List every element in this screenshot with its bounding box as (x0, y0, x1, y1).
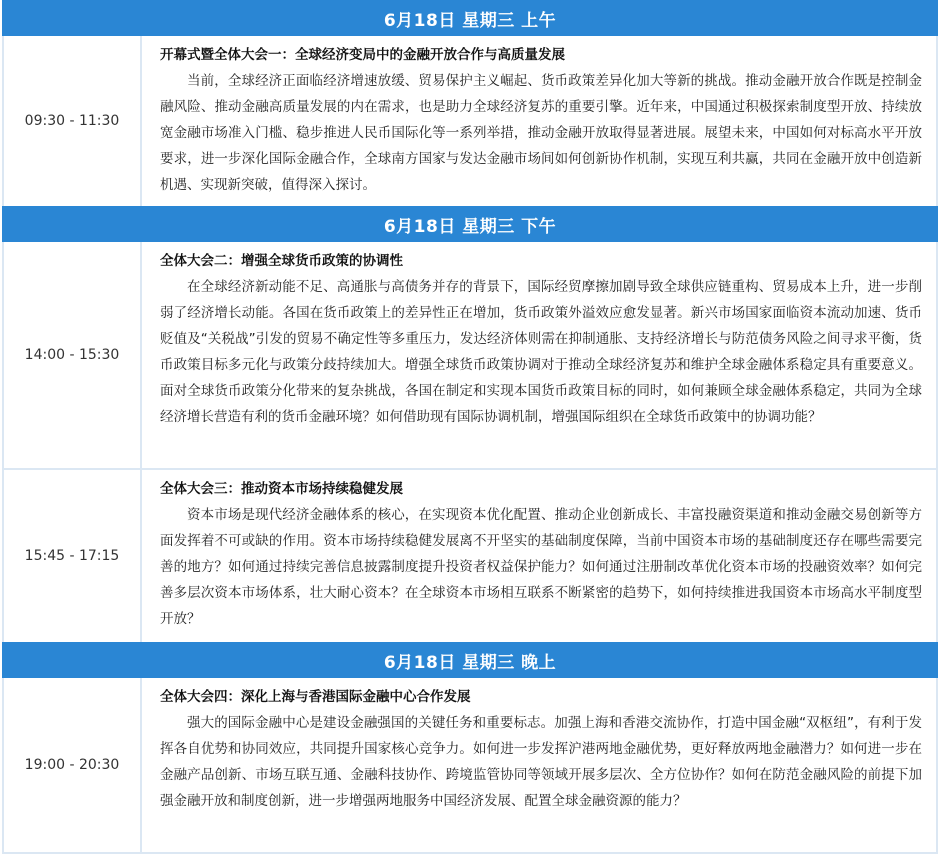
session-row (2, 36, 938, 206)
session-title: 开幕式暨全体大会一：全球经济变局中的金融开放合作与高质量发展 (160, 47, 565, 63)
session-content (142, 242, 936, 468)
session-time: 14:00 - 15:30 (4, 242, 142, 468)
session-description: 当前，全球经济正面临经济增速放缓、贸易保护主义崛起、货币政策差异化加大等新的挑战。推动金融开放合作既是控制金融风险、推动金融高质量发展的内在需求，也是助力全球经济复苏的重要引擎。近年来，中国通过积极探索制度型开放、持续放宽金融市场准入门槛、稳步推进人民币国际化等一系列举措，推动金融开放取得显著进展。展望未来，中国如何对标高水平开放要求，进一步深化国际金融合作，全球南方国家与发达金融市场间如何创新协作机制，实现互利共赢，共同在金融开放中创造新机遇、实现新突破，值得深入探讨。 (160, 73, 922, 193)
session-row (2, 470, 938, 642)
day-header-afternoon: 6月18日 星期三 下午 (2, 206, 938, 242)
session-time: 09:30 - 11:30 (4, 36, 142, 206)
session-title: 全体大会四：深化上海与香港国际金融中心合作发展 (160, 689, 471, 705)
session-title: 全体大会三：推动资本市场持续稳健发展 (160, 481, 403, 497)
session-title: 全体大会二：增强全球货币政策的协调性 (160, 253, 403, 269)
session-row (2, 678, 938, 854)
session-time: 15:45 - 17:15 (4, 470, 142, 642)
day-header-evening: 6月18日 星期三 晚上 (2, 642, 938, 678)
session-content (142, 470, 936, 642)
session-description: 资本市场是现代经济金融体系的核心，在实现资本优化配置、推动企业创新成长、丰富投融资渠道和推动金融交易创新等方面发挥着不可或缺的作用。资本市场持续稳健发展离不开坚实的基础制度保障，当前中国资本市场的基础制度还存在哪些需要完善的地方？如何通过持续完善信息披露制度提升投资者权益保护能力？如何通过注册制改革优化资本市场的投融资效率？如何完善多层次资本市场体系，壮大耐心资本？在全球资本市场相互联系不断紧密的趋势下，如何持续推进我国资本市场高水平制度型开放？ (160, 507, 922, 627)
session-row (2, 242, 938, 468)
session-content (142, 678, 936, 852)
session-time: 19:00 - 20:30 (4, 678, 142, 852)
session-description: 强大的国际金融中心是建设金融强国的关键任务和重要标志。加强上海和香港交流协作，打造中国金融“双枢纽”，有利于发挥各自优势和协同效应，共同提升国家核心竞争力。如何进一步发挥沪港两地金融优势，更好释放两地金融潜力？如何进一步在金融产品创新、市场互联互通、金融科技协作、跨境监管协同等领域开展多层次、全方位协作？如何在防范金融风险的前提下加强金融开放和制度创新，进一步增强两地服务中国经济发展、配置全球金融资源的能力？ (160, 715, 922, 809)
session-content (142, 36, 936, 206)
session-description: 在全球经济新动能不足、高通胀与高债务并存的背景下，国际经贸摩擦加剧导致全球供应链重构、贸易成本上升，进一步削弱了经济增长动能。各国在货币政策上的差异性正在增加，货币政策外溢效应愈发显著。新兴市场国家面临资本流动加速、货币贬值及“关税战”引发的贸易不确定性等多重压力，发达经济体则需在抑制通胀、支持经济增长与防范债务风险之间寻求平衡，货币政策目标多元化与政策分歧持续加大。增强全球货币政策协调对于推动全球经济复苏和维护全球金融体系稳定具有重要意义。面对全球货币政策分化带来的复杂挑战，各国在制定和实现本国货币政策目标的同时，如何兼顾全球金融体系稳定，共同为全球经济增长营造有利的货币金融环境？如何借助现有国际协调机制，增强国际组织在全球货币政策中的协调功能？ (160, 279, 922, 425)
day-header-morning: 6月18日 星期三 上午 (2, 0, 938, 36)
